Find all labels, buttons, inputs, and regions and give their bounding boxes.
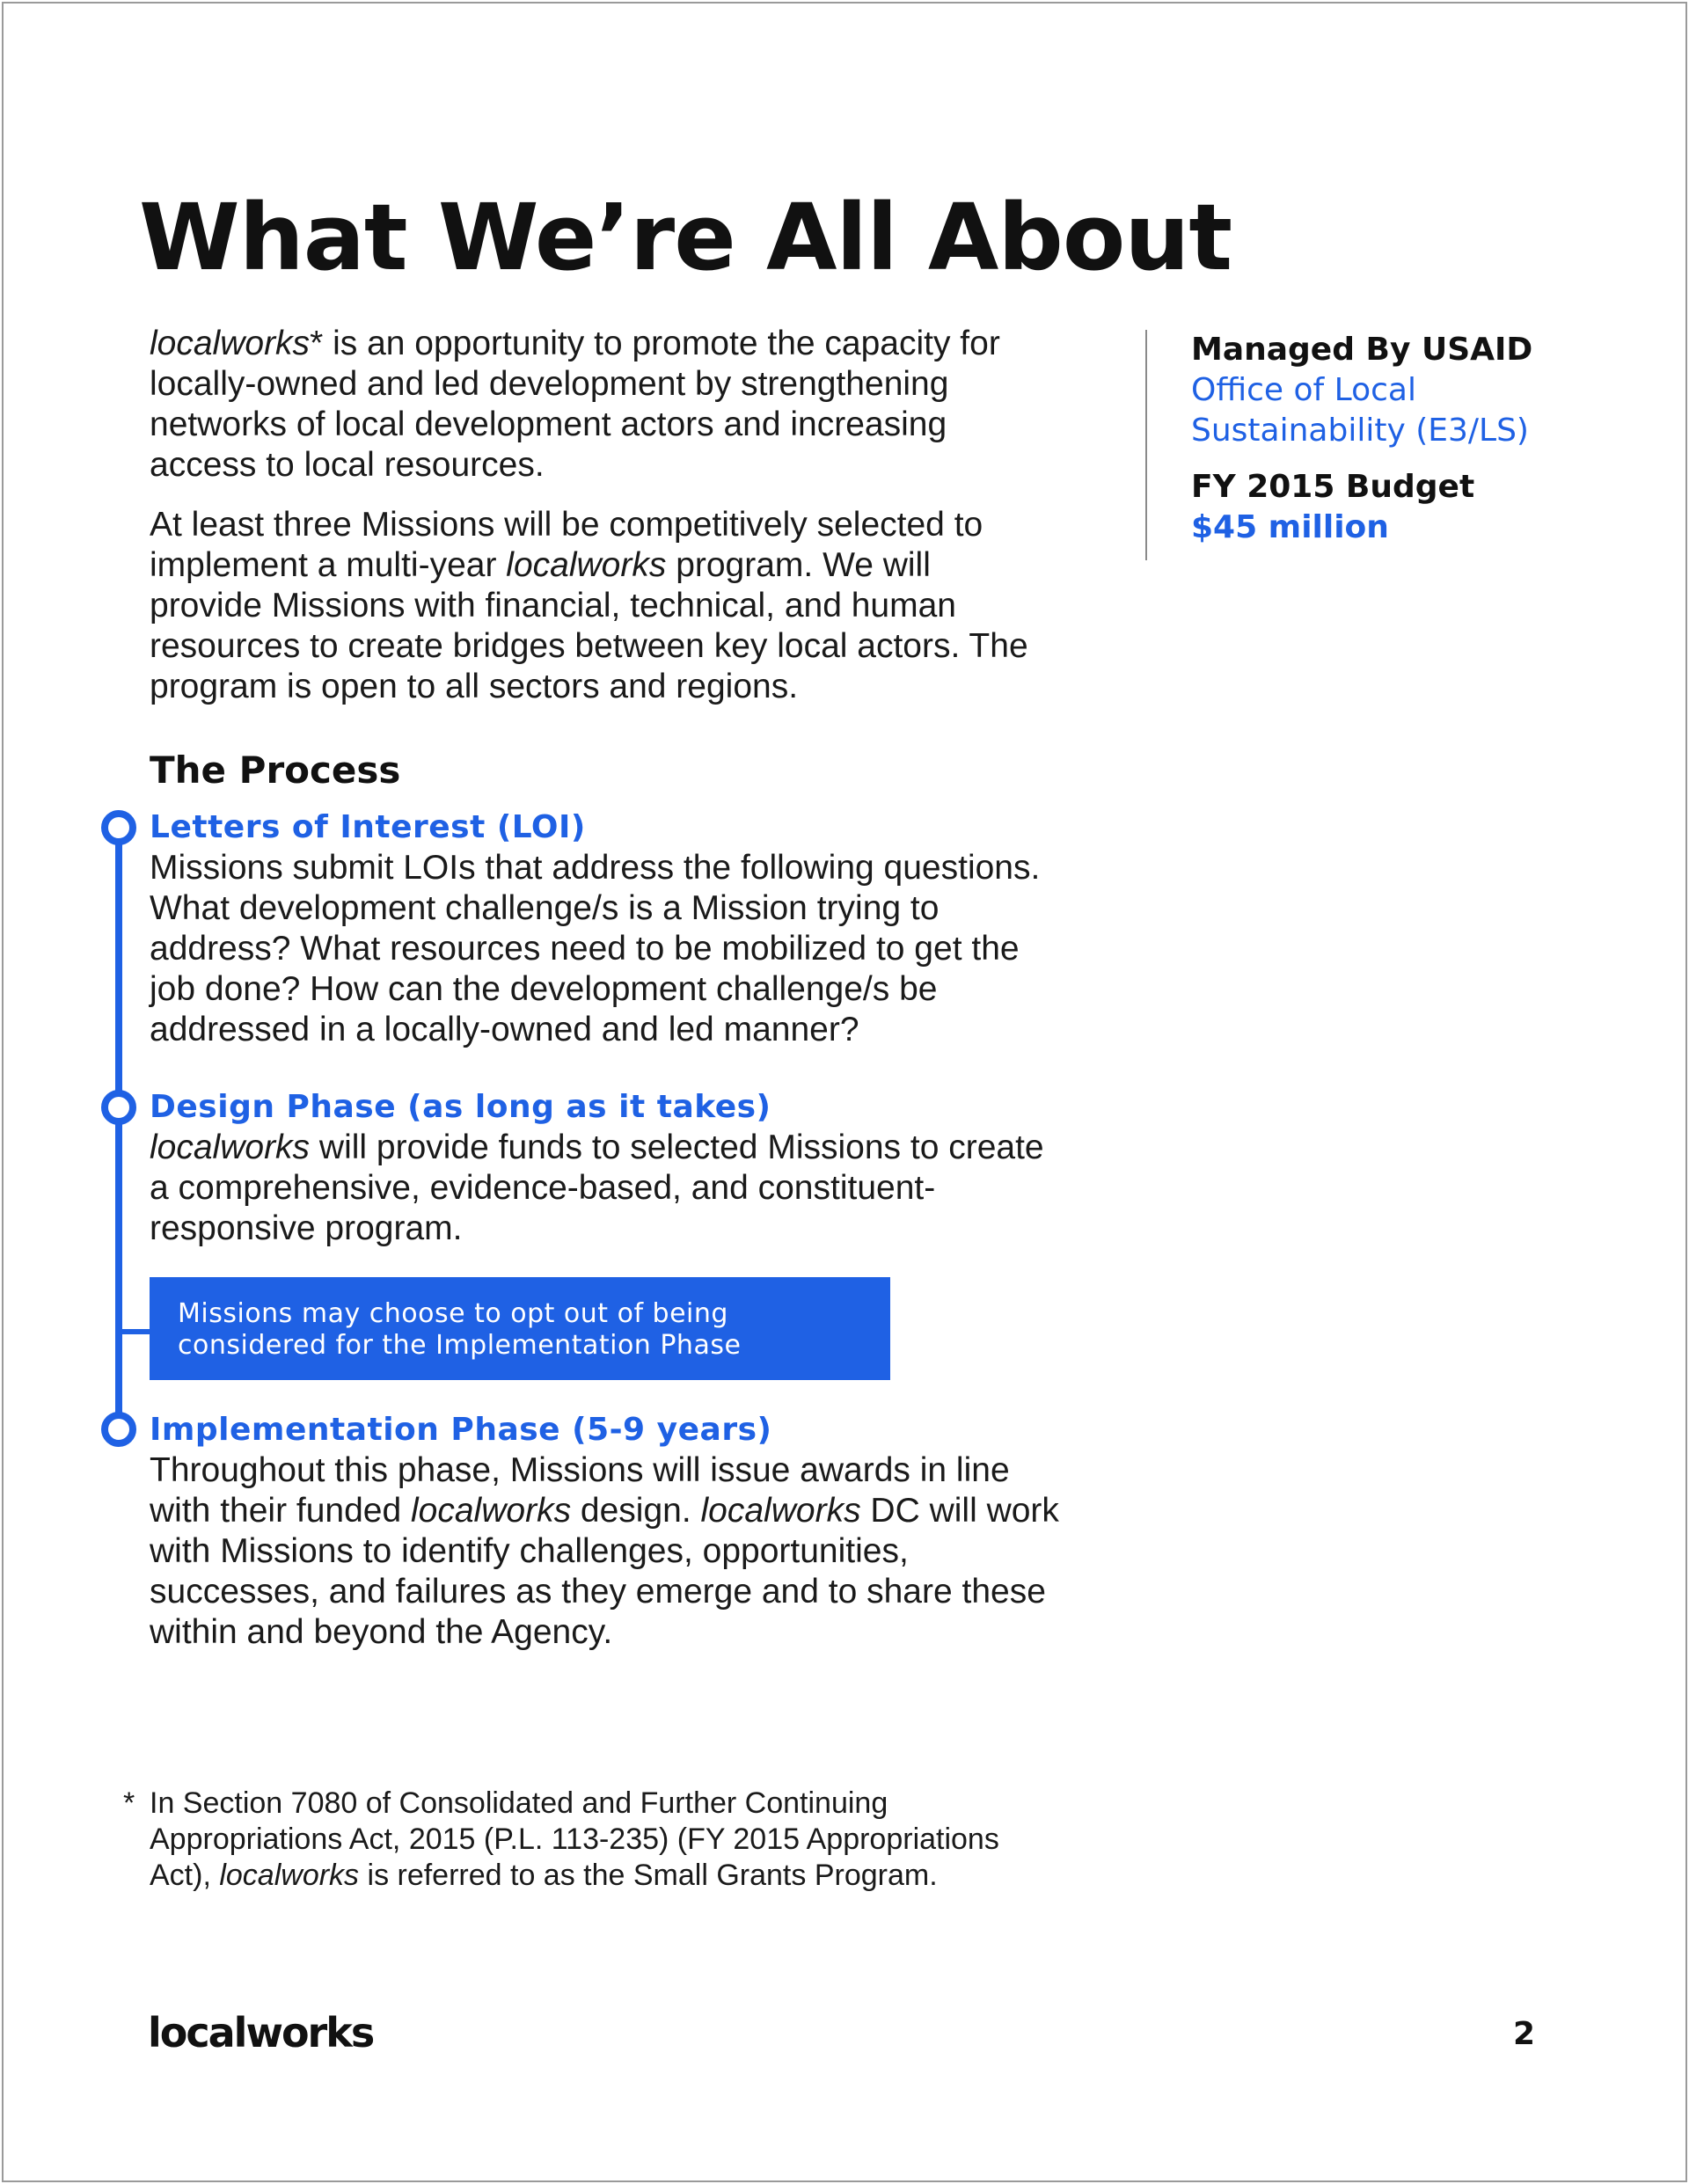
process-step-design [150,1087,1064,1249]
step-body-text-a: Throughout this phase, Missions will issue awards in line with their funded [150,1451,1010,1530]
brand-name-italic: localworks [411,1492,572,1530]
budget-label: FY 2015 Budget [1191,469,1475,505]
intro-section [150,324,1038,727]
intro-paragraph-2 [150,505,1038,707]
brand-name-italic: localworks [150,325,311,362]
timeline-node-icon [101,1090,136,1125]
process-step-loi [150,807,1064,1050]
process-timeline-line [115,827,122,1429]
step-title: Letters of Interest (LOI) [150,809,586,845]
intro-paragraph-2-text-b: program. We will provide Missions with financial, technical, and human resources to create bridges between key local actors. The program is open to all sectors and regions. [150,546,1028,705]
step-body-text-b: design. [571,1492,701,1530]
page-title: What We’re All About [139,184,1232,291]
process-heading: The Process [150,749,401,792]
timeline-node-icon [101,810,136,845]
brand-name-italic: localworks [506,546,667,584]
budget-group [1191,467,1550,548]
footnote-text [150,1786,1056,1894]
intro-paragraph-2-text-a: At least three Missions will be competitively selected to implement a multi-year [150,506,983,584]
brand-name-italic: localworks [700,1492,861,1530]
footnote-text-a: In Section 7080 of Consolidated and Further Continuing Appropriations Act, 2015 (P.L. 113-235) (FY 2015 Appropriations Act), [150,1786,999,1892]
timeline-node-icon [101,1412,136,1447]
program-facts-sidebar [1145,330,1550,560]
intro-paragraph-1 [150,324,1038,486]
managed-by-label: Managed By USAID [1191,332,1533,368]
brand-name-italic: localworks [219,1859,360,1892]
timeline-connector [119,1329,150,1334]
intro-paragraph-1-text: * is an opportunity to promote the capacity for locally-owned and led development by strengthening networks of local development actors and increasing access to local resources. [150,325,1000,484]
managed-by-office-line-1: Office of Local [1191,372,1416,408]
step-title: Implementation Phase (5-9 years) [150,1412,772,1448]
step-body [150,1450,1064,1653]
step-body-text: will provide funds to selected Missions to create a comprehensive, evidence-based, and constituent-responsive program. [150,1129,1044,1247]
footnote [123,1786,1056,1894]
opt-out-callout: Missions may choose to opt out of being considered for the Implementation Phase [150,1277,890,1380]
step-body [150,1128,1064,1249]
footnote-text-b: is referred to as the Small Grants Program. [359,1859,938,1892]
step-title: Design Phase (as long as it takes) [150,1089,771,1125]
page-number: 2 [1513,2016,1536,2052]
step-body: Missions submit LOIs that address the following questions. What development challenge/s is a Mission trying to address? What resources need to be mobilized to get the job done? How can the development challenge/s be addressed in a locally-owned and led manner? [150,849,1041,1048]
budget-value: $45 million [1191,509,1389,545]
brand-name-italic: localworks [150,1129,311,1166]
managed-by-office-line-2: Sustainability (E3/LS) [1191,413,1529,449]
step-body-text-c: DC will work with Missions to identify challenges, opportunities, successes, and failures as they emerge and to share these within and beyond the Agency. [150,1492,1059,1651]
localworks-logo: localworks [148,2009,374,2056]
footnote-marker: * [123,1786,135,1820]
process-step-implementation [150,1410,1064,1653]
